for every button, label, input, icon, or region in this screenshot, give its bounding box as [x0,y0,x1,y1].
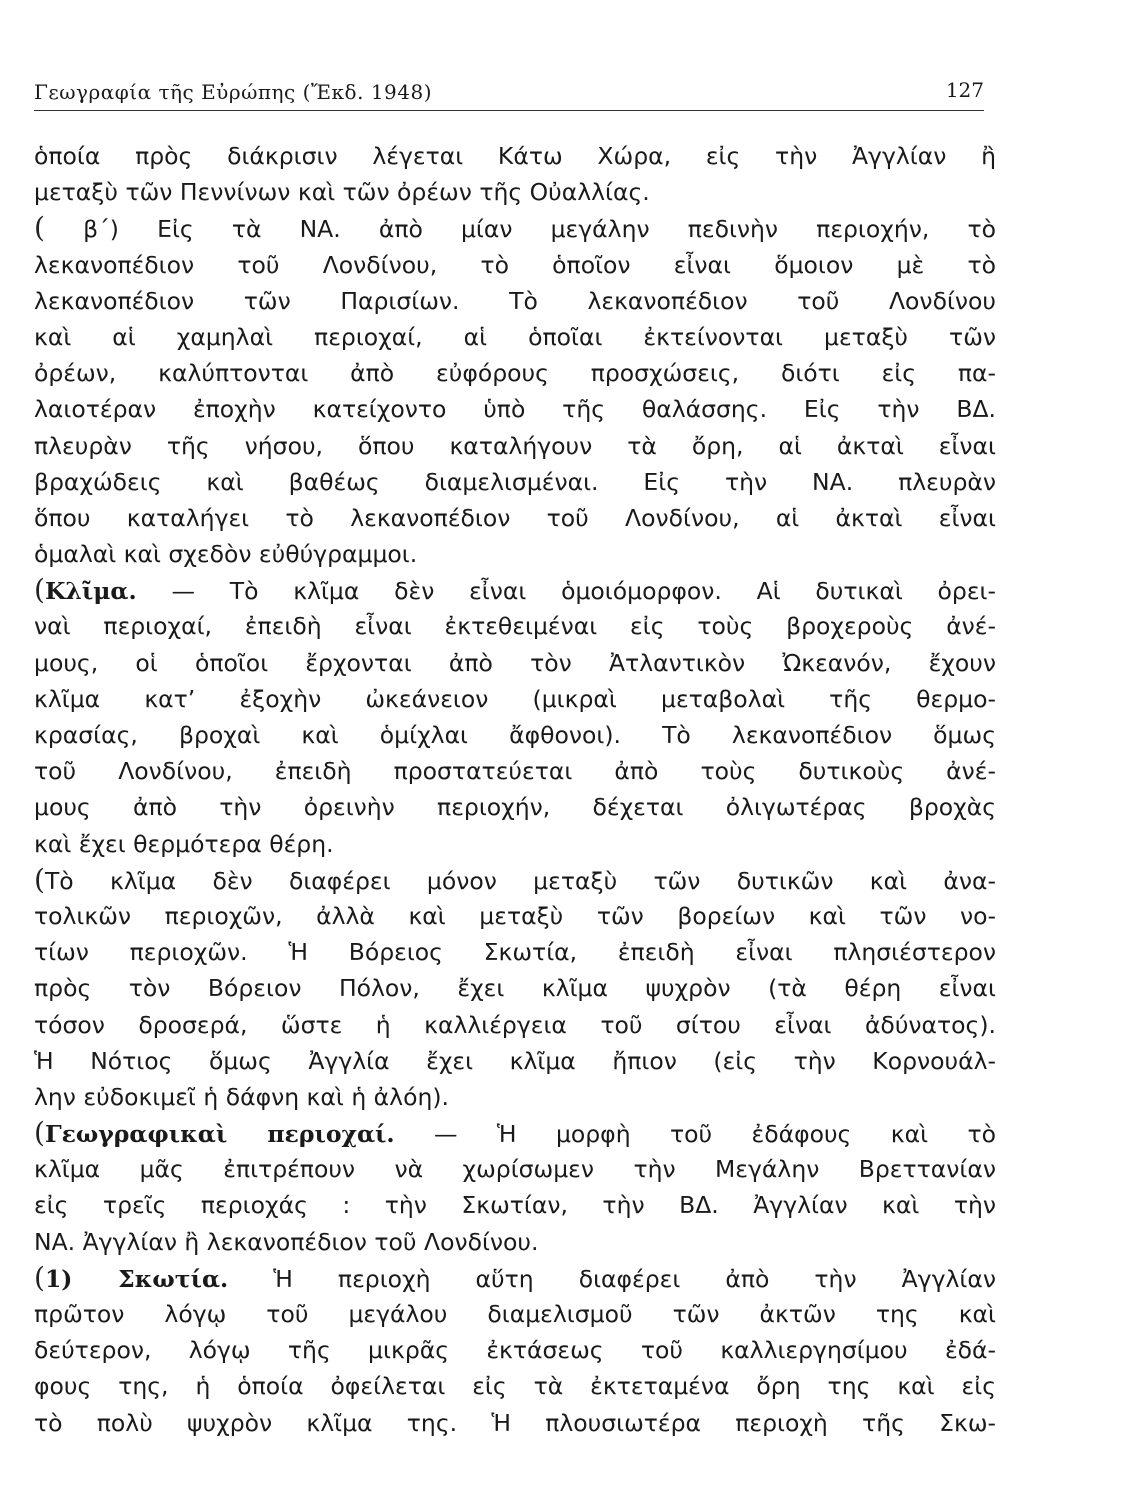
margin-mark: ( [34,211,45,245]
section-heading-scotland: 1) Σκωτία. [44,1264,229,1293]
text-line-content: Τὸ κλῖμα δὲν διαφέρει μόνον μεταξὺ τῶν δυτικῶν καὶ ἀνα- [44,866,996,895]
margin-mark: ( [34,1260,45,1294]
text-line: λην εὐδοκιμεῖ ἡ δάφνη καὶ ἡ ἀλόη). [34,1082,449,1111]
text-line [34,862,996,898]
text-line: φους της, ἡ ὁποία ὀφείλεται εἰς τὰ ἐκτεταμένα ὄρη της καὶ εἰς [34,1372,996,1401]
text-line: κλῖμα μᾶς ἐπιτρέπουν νὰ χωρίσωμεν τὴν Μεγάλην Βρεττανίαν [34,1155,996,1184]
text-line: μους ἀπὸ τὴν ὀρεινὴν περιοχήν, δέχεται ὀλιγωτέρας βροχὰς [34,793,996,822]
text-line: μους, οἱ ὁποῖοι ἔρχονται ἀπὸ τὸν Ἀτλαντικὸν Ὠκεανόν, ἔχουν [34,648,996,677]
text-line: πρὸς τὸν Βόρειον Πόλον, ἔχει κλῖμα ψυχρὸν (τὰ θέρη εἶναι [34,974,996,1003]
text-line: βραχώδεις καὶ βαθέως διαμελισμέναι. Εἰς τὴν ΝΑ. πλευρὰν [34,467,996,496]
text-line: ὅπου καταλήγει τὸ λεκανοπέδιον τοῦ Λονδίνου, αἱ ἀκταὶ εἶναι [34,503,996,532]
text-line: τίων περιοχῶν. Ἡ Βόρειος Σκωτία, ἐπειδὴ εἶναι πλησιέστερον [34,938,996,967]
text-line [34,210,996,246]
text-line: τοῦ Λονδίνου, ἐπειδὴ προστατεύεται ἀπὸ τοὺς δυτικοὺς ἀνέ- [34,757,996,786]
text-line: τόσον δροσερά, ὥστε ἡ καλλιέργεια τοῦ σίτου εἶναι ἀδύνατος). [34,1010,996,1039]
text-line: καὶ αἱ χαμηλαὶ περιοχαί, αἱ ὁποῖαι ἐκτείνονται μεταξὺ τῶν [34,322,996,351]
text-line: ναὶ περιοχαί, ἐπειδὴ εἶναι ἐκτεθειμέναι εἰς τοὺς βροχεροὺς ἀνέ- [34,612,996,641]
text-line-content: — Ἡ μορφὴ τοῦ ἐδάφους καὶ τὸ [434,1120,996,1149]
page-header [34,78,984,111]
text-line [34,1115,996,1151]
text-line: ὁμαλαὶ καὶ σχεδὸν εὐθύγραμμοι. [34,540,418,569]
text-line: λεκανοπέδιον τοῦ Λονδίνου, τὸ ὁποῖον εἶναι ὅμοιον μὲ τὸ [34,250,996,279]
text-line [34,1260,996,1296]
text-line-content: β΄) Εἰς τὰ ΝΑ. ἀπὸ μίαν μεγάλην πεδινὴν περιοχήν, τὸ [83,215,996,244]
margin-mark: ( [34,1116,45,1150]
section-heading-regions: Γεωγραφικαὶ περιοχαί. [44,1120,395,1149]
text-line: μεταξὺ τῶν Πεννίνων καὶ τῶν ὀρέων τῆς Οὐαλλίας. [34,178,650,207]
text-line: ὁποία πρὸς διάκρισιν λέγεται Κάτω Χώρα, εἰς τὴν Ἀγγλίαν ἢ [34,142,996,170]
text-line: κρασίας, βροχαὶ καὶ ὁμίχλαι ἄφθονοι). Τὸ λεκανοπέδιον ὅμως [34,721,996,749]
text-line: ΝΑ. Ἀγγλίαν ἢ λεκανοπέδιον τοῦ Λονδίνου. [34,1227,539,1256]
text-line: λεκανοπέδιον τῶν Παρισίων. Τὸ λεκανοπέδιον τοῦ Λονδίνου [34,286,996,315]
body-text [34,138,996,1441]
text-line: κλῖμα κατ’ ἐξοχὴν ὠκεάνειον (μικραὶ μεταβολαὶ τῆς θερμο- [34,684,996,713]
text-line: καὶ ἔχει θερμότερα θέρη. [34,829,334,858]
text-line: τολικῶν περιοχῶν, ἀλλὰ καὶ μεταξὺ τῶν βορείων καὶ τῶν νο- [34,901,996,930]
text-line: πρῶτον λόγῳ τοῦ μεγάλου διαμελισμοῦ τῶν ἀκτῶν της καὶ [34,1300,996,1328]
text-line: δεύτερον, λόγῳ τῆς μικρᾶς ἐκτάσεως τοῦ καλλιεργησίμου ἐδά- [34,1336,996,1365]
text-line: εἰς τρεῖς περιοχάς : τὴν Σκωτίαν, τὴν ΒΔ. Ἀγγλίαν καὶ τὴν [34,1191,996,1220]
page-number: 127 [945,78,984,102]
text-line-content: — Τὸ κλῖμα δὲν εἶναι ὁμοιόμορφον. Αἱ δυτικαὶ ὀρει- [171,577,996,606]
text-line: λαιοτέραν ἐποχὴν κατείχοντο ὑπὸ τῆς θαλάσσης. Εἰς τὴν ΒΔ. [34,395,996,424]
text-line: τὸ πολὺ ψυχρὸν κλῖμα της. Ἡ πλουσιωτέρα περιοχὴ τῆς Σκω- [34,1408,996,1437]
text-line: πλευρὰν τῆς νήσου, ὅπου καταλήγουν τὰ ὄρη, αἱ ἀκταὶ εἶναι [34,431,996,460]
margin-mark: ( [34,862,45,896]
text-line [34,572,996,608]
text-line: Ἡ Νότιος ὅμως Ἀγγλία ἔχει κλῖμα ἤπιον (εἰς τὴν Κορνουάλ- [34,1046,996,1075]
text-line: ὀρέων, καλύπτονται ἀπὸ εὐφόρους προσχώσεις, διότι εἰς πα- [34,359,996,388]
text-line-content: Ἡ περιοχὴ αὕτη διαφέρει ἀπὸ τὴν Ἀγγλίαν [273,1264,996,1293]
running-title: Γεωγραφία τῆς Εὐρώπης (Ἔκδ. 1948) [34,80,433,104]
margin-mark: ( [34,573,45,607]
section-heading-climate: Κλῖμα. [44,577,137,606]
